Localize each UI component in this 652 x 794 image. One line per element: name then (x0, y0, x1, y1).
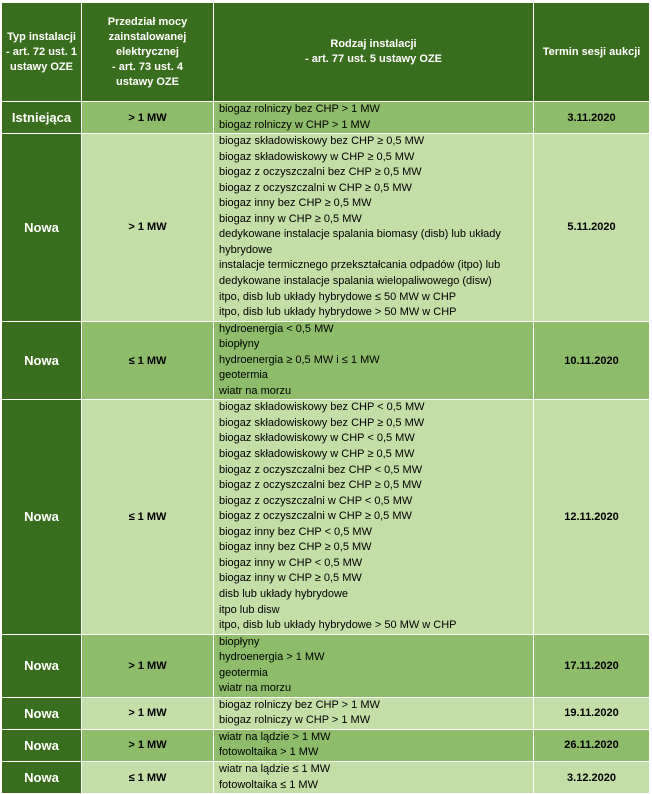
installation-kind-item: biogaz z oczyszczalni bez CHP < 0,5 MW (219, 463, 423, 476)
installation-type-cell: Nowa (2, 134, 82, 322)
power-range-cell: > 1 MW (82, 634, 214, 697)
installation-kind-item: fotowoltaika > 1 MW (219, 746, 319, 759)
installation-kinds-cell (214, 134, 534, 322)
power-range-cell: > 1 MW (82, 729, 214, 761)
table-row (2, 697, 650, 729)
session-date-cell: 5.11.2020 (534, 134, 650, 322)
table-row (2, 321, 650, 400)
installation-kind-item: biogaz z oczyszczalni bez CHP ≥ 0,5 MW (219, 166, 422, 179)
header-row (2, 3, 650, 102)
installation-kind-item: biogaz składowiskowy w CHP ≥ 0,5 MW (219, 448, 415, 461)
installation-kind-item: wiatr na lądzie ≤ 1 MW (219, 762, 331, 775)
installation-kinds-cell (214, 761, 534, 793)
header-session-date: Termin sesji aukcji (534, 3, 650, 102)
power-range-cell: > 1 MW (82, 134, 214, 322)
installation-kind-item: biogaz rolniczy bez CHP > 1 MW (219, 698, 380, 711)
installation-kind-item: biogaz z oczyszczalni bez CHP ≥ 0,5 MW (219, 479, 422, 492)
installation-kind-item: biopłyny (219, 338, 260, 351)
installation-kinds-cell (214, 634, 534, 697)
installation-type-cell: Nowa (2, 697, 82, 729)
installation-kind-item: instalacje termicznego przekształcania odpadów (itpo) lub dedykowane instalacje spalania wielopaliwowego (disw) (219, 259, 501, 288)
installation-kind-item: itpo, disb lub układy hybrydowe > 50 MW w CHP (219, 306, 457, 319)
installation-kind-item: biogaz rolniczy bez CHP > 1 MW (219, 103, 380, 115)
installation-kind-item: biogaz z oczyszczalni w CHP ≥ 0,5 MW (219, 181, 412, 194)
installation-kind-item: biogaz inny w CHP < 0,5 MW (219, 556, 363, 569)
power-range-cell: ≤ 1 MW (82, 400, 214, 634)
power-range-cell: > 1 MW (82, 697, 214, 729)
installation-kind-item: hydroenergia < 0,5 MW (219, 322, 334, 335)
power-range-cell: > 1 MW (82, 102, 214, 134)
table-row (2, 134, 650, 322)
installation-kind-item: biogaz inny w CHP ≥ 0,5 MW (219, 572, 362, 585)
table-row (2, 634, 650, 697)
installation-kind-item: itpo lub disw (219, 603, 280, 616)
session-date-cell: 12.11.2020 (534, 400, 650, 634)
installation-kinds-cell (214, 697, 534, 729)
installation-kind-item: itpo, disb lub układy hybrydowe ≤ 50 MW w CHP (219, 290, 457, 303)
session-date-cell: 19.11.2020 (534, 697, 650, 729)
session-date-cell: 10.11.2020 (534, 321, 650, 400)
installation-type-cell: Nowa (2, 321, 82, 400)
auction-schedule-table (1, 2, 650, 794)
installation-kind-item: biogaz składowiskowy bez CHP ≥ 0,5 MW (219, 135, 425, 148)
installation-kinds-cell (214, 729, 534, 761)
session-date-cell: 26.11.2020 (534, 729, 650, 761)
installation-type-cell: Istniejąca (2, 102, 82, 134)
table-row (2, 400, 650, 634)
installation-type-cell: Nowa (2, 400, 82, 634)
installation-kind-item: biogaz z oczyszczalni w CHP < 0,5 MW (219, 494, 413, 507)
table-row (2, 761, 650, 793)
installation-kind-item: biopłyny (219, 635, 260, 648)
installation-kind-item: geotermia (219, 666, 268, 679)
installation-kinds-cell (214, 102, 534, 134)
installation-kinds-cell (214, 321, 534, 400)
installation-kind-item: biogaz składowiskowy w CHP < 0,5 MW (219, 432, 415, 445)
installation-kind-item: biogaz składowiskowy bez CHP ≥ 0,5 MW (219, 416, 425, 429)
installation-kind-item: biogaz inny bez CHP ≥ 0,5 MW (219, 197, 372, 210)
power-range-cell: ≤ 1 MW (82, 761, 214, 793)
header-power-range: Przedział mocy zainstalowanej elektrycznej - art. 73 ust. 4 ustawy OZE (82, 3, 214, 102)
installation-kind-item: biogaz inny w CHP ≥ 0,5 MW (219, 212, 362, 225)
installation-type-cell: Nowa (2, 634, 82, 697)
installation-kind-item: hydroenergia > 1 MW (219, 651, 325, 664)
installation-type-cell: Nowa (2, 761, 82, 793)
installation-type-cell: Nowa (2, 729, 82, 761)
installation-kind-item: biogaz z oczyszczalni w CHP ≥ 0,5 MW (219, 510, 412, 523)
installation-kind-item: fotowoltaika ≤ 1 MW (219, 778, 318, 791)
installation-kind-item: biogaz rolniczy w CHP > 1 MW (219, 714, 371, 727)
table-row (2, 102, 650, 134)
installation-kind-item: dedykowane instalacje spalania biomasy (disb) lub układy hybrydowe (219, 228, 501, 256)
table-row (2, 729, 650, 761)
header-installation-type: Typ instalacji - art. 72 ust. 1 ustawy OZE (2, 3, 82, 102)
installation-kind-item: biogaz składowiskowy bez CHP < 0,5 MW (219, 401, 425, 414)
installation-kind-item: geotermia (219, 369, 268, 382)
installation-kind-item: wiatr na morzu (219, 682, 292, 695)
session-date-cell: 3.12.2020 (534, 761, 650, 793)
installation-kind-item: itpo, disb lub układy hybrydowe > 50 MW w CHP (219, 619, 457, 632)
installation-kinds-cell (214, 400, 534, 634)
session-date-cell: 17.11.2020 (534, 634, 650, 697)
installation-kind-item: disb lub układy hybrydowe (219, 587, 349, 600)
installation-kind-item: biogaz rolniczy w CHP > 1 MW (219, 118, 371, 131)
installation-kind-item: hydroenergia ≥ 0,5 MW i ≤ 1 MW (219, 353, 380, 366)
header-installation-kind: Rodzaj instalacji - art. 77 ust. 5 ustawy OZE (214, 3, 534, 102)
session-date-cell: 3.11.2020 (534, 102, 650, 134)
power-range-cell: ≤ 1 MW (82, 321, 214, 400)
installation-kind-item: biogaz inny bez CHP < 0,5 MW (219, 525, 372, 538)
installation-kind-item: biogaz składowiskowy w CHP ≥ 0,5 MW (219, 150, 415, 163)
installation-kind-item: biogaz inny bez CHP ≥ 0,5 MW (219, 541, 372, 554)
installation-kind-item: wiatr na lądzie > 1 MW (219, 730, 331, 743)
installation-kind-item: wiatr na morzu (219, 384, 292, 397)
